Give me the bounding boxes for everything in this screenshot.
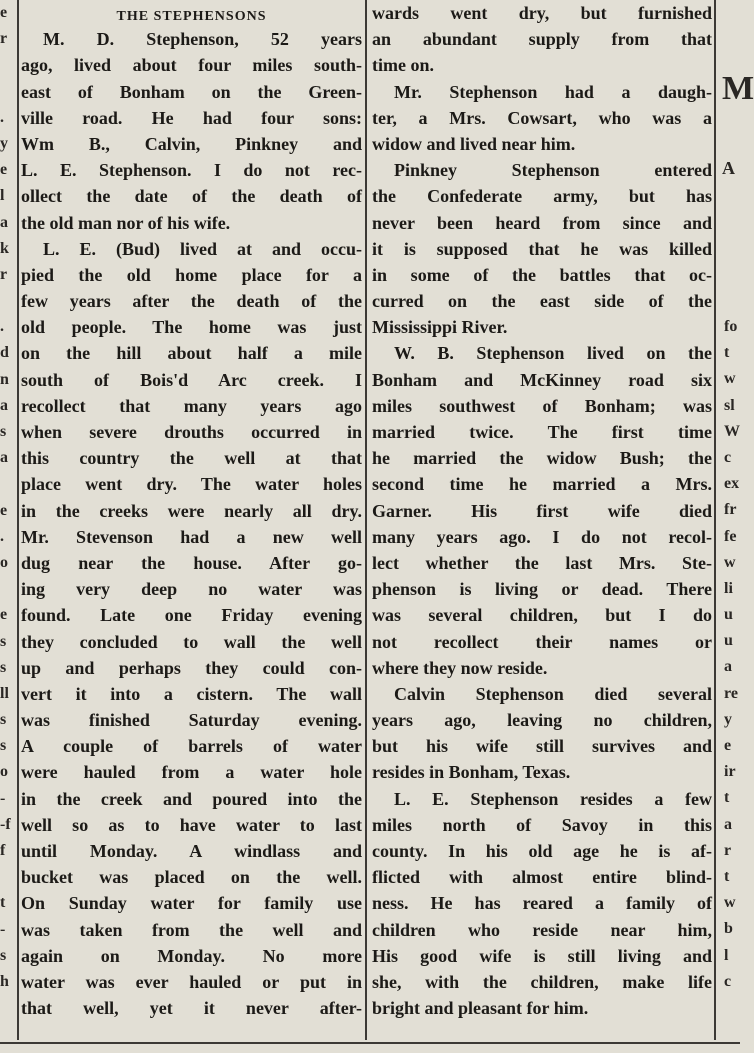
margin-fragment: ll	[0, 684, 9, 702]
right-fragment: t	[724, 789, 730, 807]
right-fragment: t	[724, 344, 730, 362]
right-fragment: sl	[724, 396, 735, 414]
margin-fragment: a	[0, 449, 8, 467]
article-line: until Monday. A windlass and	[21, 841, 362, 861]
right-headline-fragment: M	[722, 70, 754, 107]
article-line: wards went dry, but furnished	[372, 3, 712, 23]
article-line: miles north of Savoy in this	[372, 814, 712, 835]
article-line: ness. He has reared a family of	[372, 893, 712, 914]
right-fragment: a	[724, 658, 732, 676]
margin-fragment	[0, 288, 16, 314]
article-line: in the creeks were nearly all dry.	[21, 500, 362, 521]
article-column-2	[372, 0, 712, 1021]
article-line: ago, lived about four miles south-	[21, 55, 362, 76]
margin-fragment: r	[0, 30, 8, 48]
article-line: widow and lived near him.	[372, 133, 576, 154]
article-line: second time he married a Mrs.	[372, 474, 712, 495]
article-line: that well, yet it never after-	[21, 998, 362, 1019]
article-line: place went dry. The water holes	[21, 474, 362, 495]
article-line: not recollect their names or	[372, 631, 712, 652]
article-line: many years ago. I do not recol-	[372, 526, 712, 547]
article-line: pied the old home place for a	[21, 264, 362, 285]
article-line: ollect the date of the death of	[21, 186, 362, 207]
article-line: dug near the house. After go-	[21, 552, 362, 573]
article-line: Mississippi River.	[372, 317, 508, 338]
article-line: Calvin Stephenson died several	[394, 683, 712, 704]
right-subhead-fragment: A	[722, 158, 735, 178]
article-line: vert it into a cistern. The wall	[21, 683, 362, 704]
margin-fragment	[0, 864, 16, 890]
margin-fragment: n	[0, 370, 9, 388]
article-line: Wm B., Calvin, Pinkney and	[21, 133, 362, 154]
margin-fragment: a	[0, 213, 8, 231]
article-line: lect whether the last Mrs. Ste-	[372, 552, 712, 573]
margin-fragment: -	[0, 920, 6, 938]
article-line: M. D. Stephenson, 52 years	[43, 29, 362, 50]
article-line: water was ever hauled or put in	[21, 971, 362, 992]
article-line: but his wife still survives and	[372, 736, 712, 757]
article-line: where they now reside.	[372, 657, 548, 678]
right-fragment: re	[724, 684, 738, 702]
right-fragment: fr	[724, 501, 737, 519]
margin-fragment: h	[0, 972, 9, 990]
article-line: never been heard from since and	[372, 212, 712, 233]
article-line: resides in Bonham, Texas.	[372, 762, 571, 783]
margin-fragment: s	[0, 946, 7, 964]
margin-fragment: t	[0, 894, 6, 912]
article-line: time on.	[372, 55, 434, 76]
margin-fragment: r	[0, 265, 8, 283]
article-line: L. E. (Bud) lived at and occu-	[43, 238, 362, 259]
article-line: Pinkney Stephenson entered	[394, 160, 712, 181]
article-line: ter, a Mrs. Cowsart, who was a	[372, 107, 712, 128]
article-line: county. In his old age he is af-	[372, 841, 712, 861]
right-fragment: t	[724, 867, 730, 885]
margin-fragment: s	[0, 632, 7, 650]
margin-fragment: d	[0, 344, 9, 362]
margin-fragment: y	[0, 134, 8, 152]
margin-fragment: e	[0, 161, 8, 179]
article-line: L. E. Stephenson resides a few	[394, 788, 712, 809]
article-line: the Confederate army, but has	[372, 186, 712, 207]
article-line: Mr. Stephenson had a daugh-	[394, 81, 712, 102]
article-line: children who reside near him,	[372, 919, 712, 940]
article-line: when severe drouths occurred in	[21, 422, 362, 442]
right-fragment: li	[724, 579, 733, 597]
margin-fragment: k	[0, 239, 9, 257]
article-column-1	[21, 0, 362, 1021]
article-line: old people. The home was just	[21, 317, 362, 338]
article-line: the old man nor of his wife.	[21, 212, 231, 233]
article-line: bucket was placed on the well.	[21, 867, 362, 888]
margin-fragment: -	[0, 789, 6, 807]
article-line: this country the well at that	[21, 448, 362, 469]
margin-fragment: f	[0, 842, 6, 859]
right-fragment: y	[724, 710, 732, 728]
article-line: L. E. Stephenson. I do not rec-	[21, 160, 362, 181]
article-line: curred on the east side of the	[372, 291, 712, 312]
article-line: up and perhaps they could con-	[21, 657, 362, 678]
article-line: miles southwest of Bonham; was	[372, 395, 712, 416]
article-line: Mr. Stevenson had a new well	[21, 526, 362, 547]
right-fragment: fe	[724, 527, 737, 545]
article-line: found. Late one Friday evening	[21, 605, 362, 626]
right-fragment: W	[724, 422, 740, 440]
right-fragment: fo	[724, 318, 738, 335]
article-line: were hauled from a water hole	[21, 762, 362, 783]
article-line: in some of the battles that oc-	[372, 264, 712, 285]
left-margin-fragments	[0, 0, 16, 1053]
article-line: an abundant supply from that	[372, 29, 712, 50]
article-line: south of Bois'd Arc creek. I	[21, 369, 362, 390]
article-line: phenson is living or dead. There	[372, 579, 712, 600]
margin-fragment: .	[0, 318, 4, 336]
right-fragment: a	[724, 815, 732, 833]
right-fragment: l	[724, 946, 729, 964]
margin-fragment: s	[0, 658, 7, 676]
article-line: W. B. Stephenson lived on the	[394, 343, 712, 364]
bottom-rule	[0, 1042, 740, 1044]
article-line: married twice. The first time	[372, 422, 712, 442]
article-line: His good wife is still living and	[372, 945, 712, 966]
margin-fragment: .	[0, 108, 4, 126]
article-line: ville road. He had four sons:	[21, 107, 362, 128]
right-fragment: e	[724, 737, 732, 754]
article-line: was taken from the well and	[21, 919, 362, 940]
article-line: bright and pleasant for him.	[372, 998, 589, 1019]
right-fragment: c	[724, 972, 732, 990]
margin-fragment	[0, 79, 16, 105]
column-rule-left	[17, 0, 19, 1040]
margin-fragment: o	[0, 763, 8, 781]
article-line: again on Monday. No more	[21, 945, 362, 966]
right-fragment: ex	[724, 475, 740, 493]
right-fragment: ir	[724, 763, 736, 781]
article-line: he married the widow Bush; the	[372, 448, 712, 469]
margin-fragment: -f	[0, 815, 11, 833]
margin-fragment: l	[0, 187, 5, 205]
article-line: ing very deep no water was	[21, 579, 362, 600]
article-line: few years after the death of the	[21, 291, 362, 312]
margin-fragment: .	[0, 527, 4, 545]
right-fragment: b	[724, 920, 733, 938]
article-line: it is supposed that he was killed	[372, 238, 712, 259]
article-line: years ago, leaving no children,	[372, 710, 712, 731]
right-fragment: w	[724, 894, 736, 912]
article-line: she, with the children, make life	[372, 971, 712, 992]
margin-fragment: s	[0, 711, 7, 729]
article-line: On Sunday water for family use	[21, 893, 362, 914]
article-line: east of Bonham on the Green-	[21, 81, 362, 102]
right-text-fragments	[724, 314, 740, 995]
margin-fragment: s	[0, 737, 7, 755]
right-fragment: u	[724, 632, 733, 650]
article-line: well so as to have water to last	[21, 814, 362, 835]
column-rule-middle	[365, 0, 367, 1040]
margin-fragment: a	[0, 396, 8, 414]
right-column-fragment	[716, 0, 754, 1053]
margin-fragment	[0, 471, 16, 497]
margin-fragment: o	[0, 553, 8, 571]
margin-fragment: s	[0, 423, 7, 440]
margin-fragment	[0, 576, 16, 602]
margin-fragment: e	[0, 4, 8, 21]
article-line: recollect that many years ago	[21, 395, 362, 416]
article-line: Bonham and McKinney road six	[372, 369, 712, 390]
right-fragment: u	[724, 606, 733, 624]
article-line: flicted with almost entire blind-	[372, 867, 712, 888]
article-line: in the creek and poured into the	[21, 788, 362, 809]
article-line: Garner. His first wife died	[372, 500, 712, 521]
right-fragment: c	[724, 448, 732, 466]
margin-fragment	[0, 52, 16, 78]
margin-fragment: e	[0, 606, 8, 624]
article-line: was several children, but I do	[372, 605, 712, 626]
article-line: A couple of barrels of water	[21, 736, 362, 757]
article-heading: THE STEPHENSONS	[116, 9, 267, 24]
right-fragment: r	[724, 841, 732, 859]
right-fragment: w	[724, 553, 736, 571]
article-line: on the hill about half a mile	[21, 343, 362, 364]
margin-fragment: e	[0, 501, 8, 519]
article-line: they concluded to wall the well	[21, 631, 362, 652]
right-fragment: w	[724, 370, 736, 388]
article-line: was finished Saturday evening.	[21, 710, 362, 731]
